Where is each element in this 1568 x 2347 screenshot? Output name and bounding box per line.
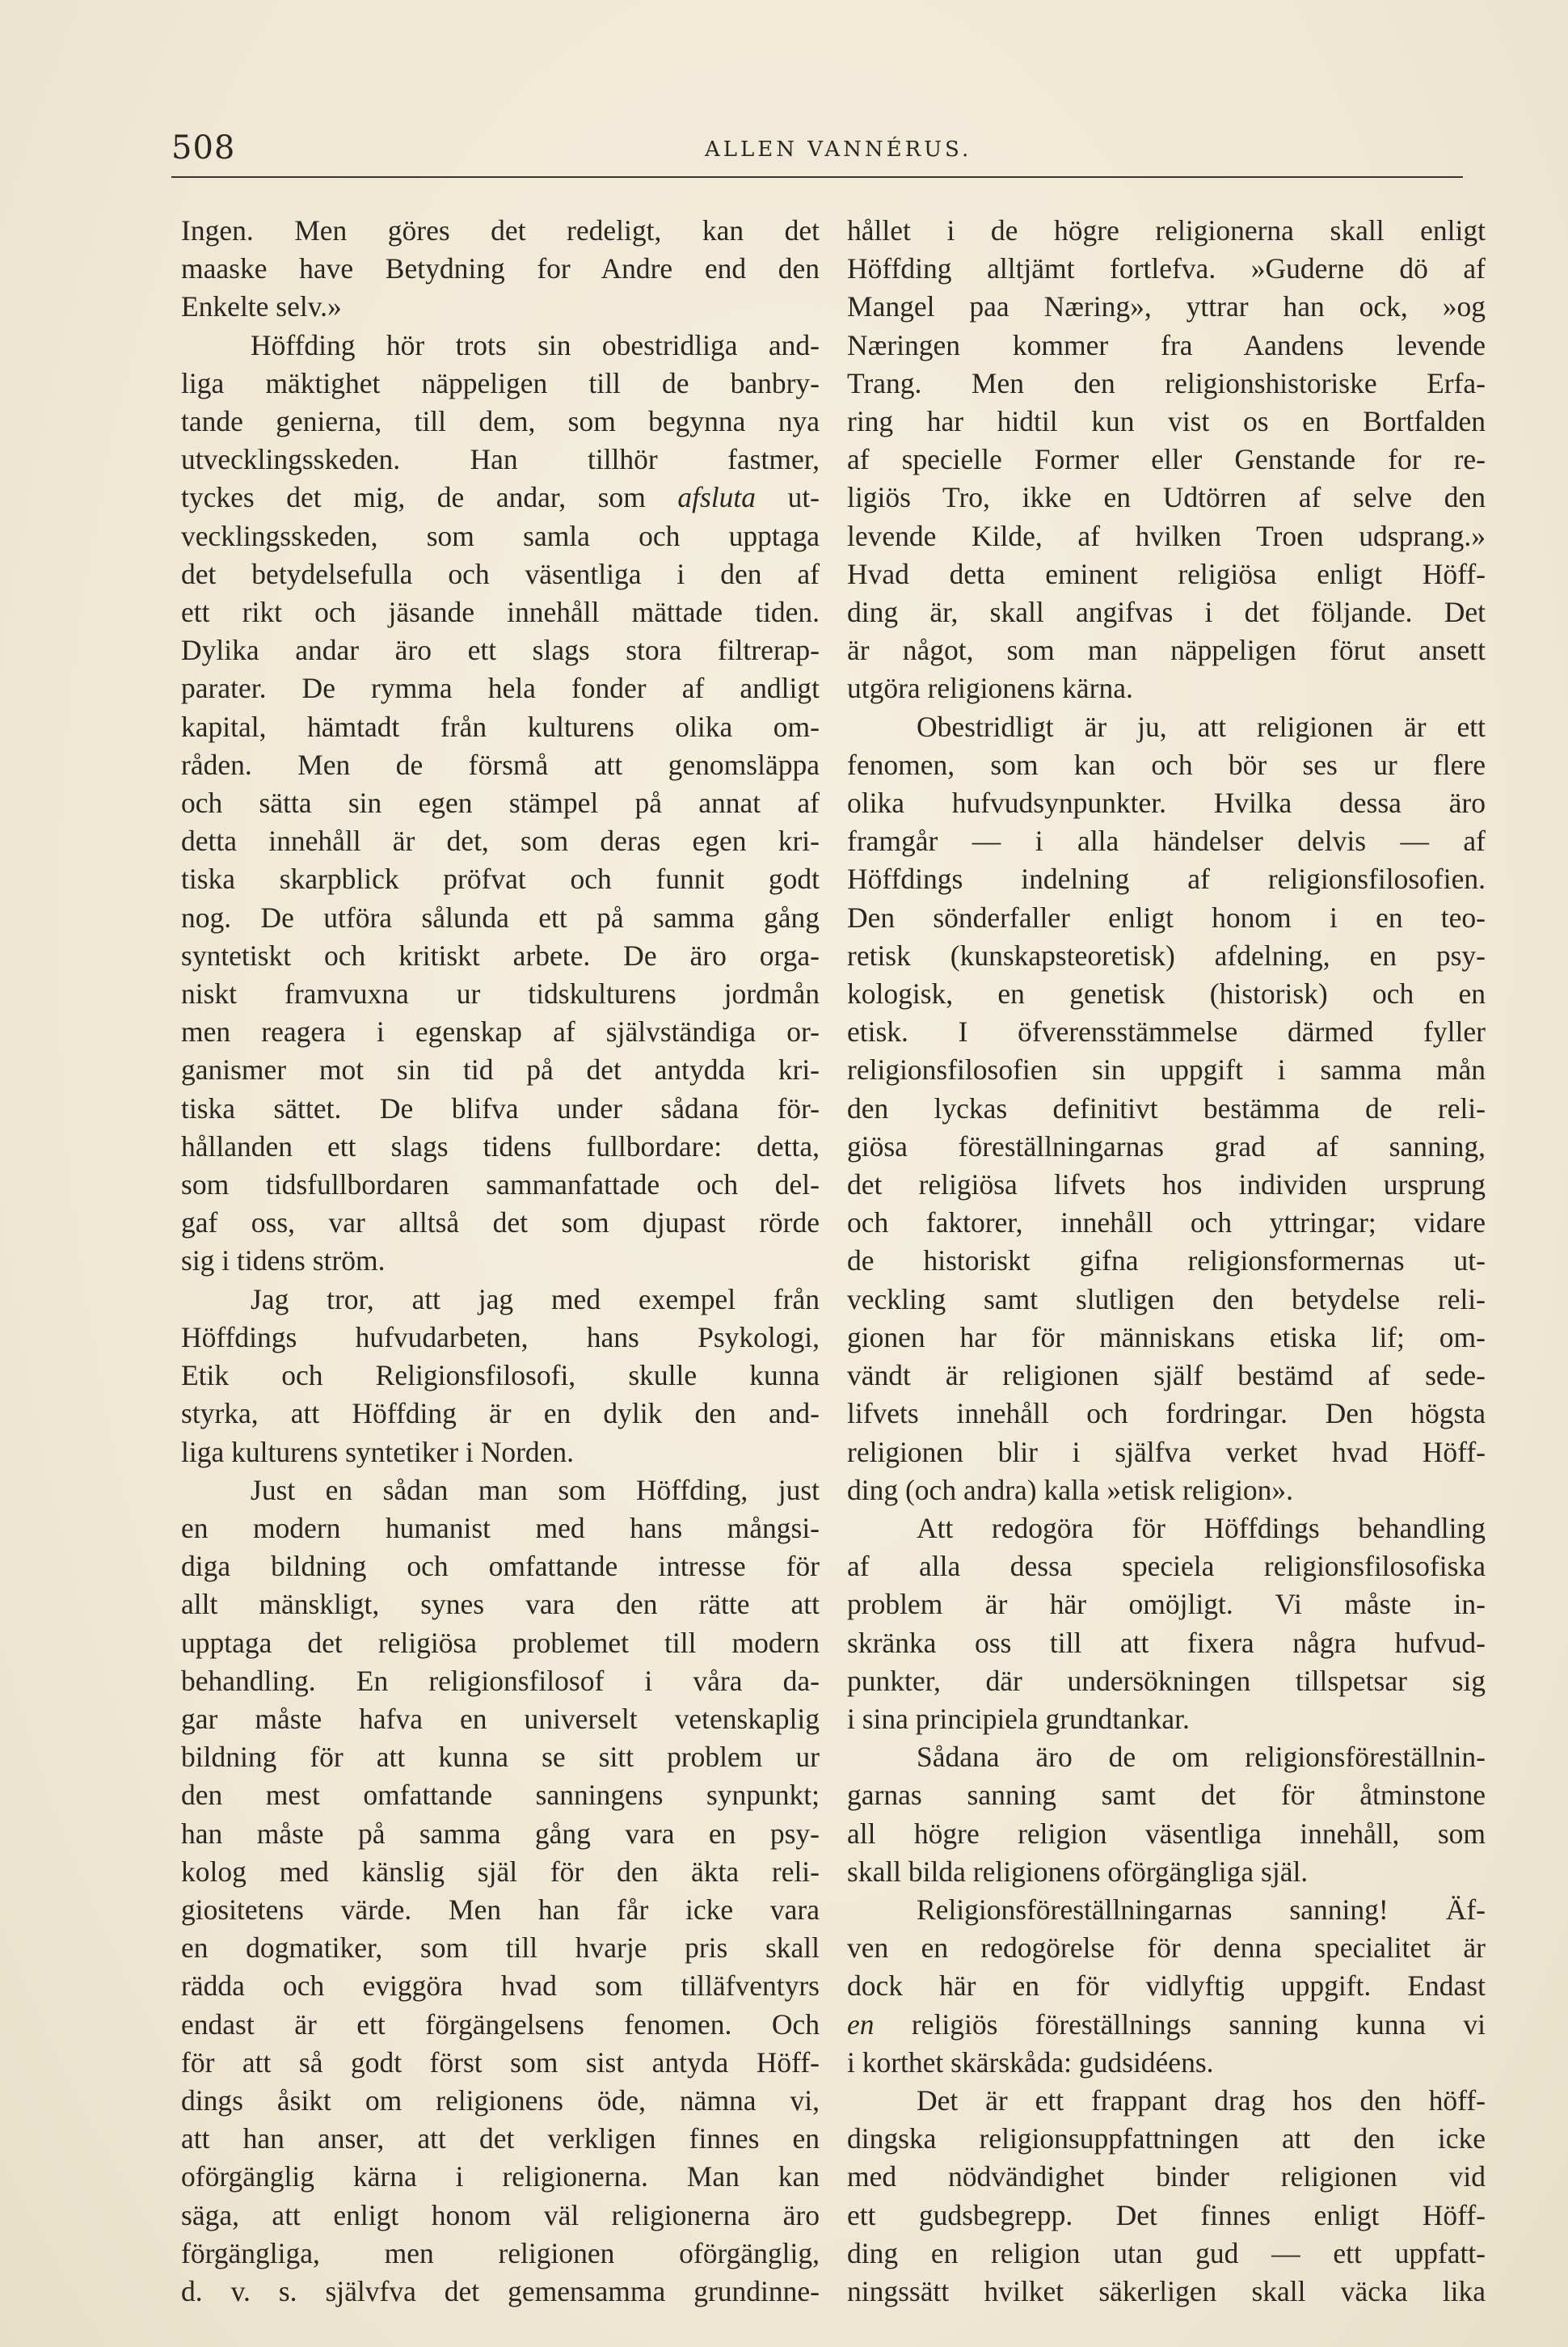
text-line: hållet i de högre religionerna skall enligt — [847, 214, 1486, 247]
text-line: olika hufvudsynpunkter. Hvilka dessa äro — [847, 787, 1486, 820]
text-line: ding är, skall angifvas i det följande. Det — [847, 596, 1486, 629]
text-line: Enkelte selv.» — [181, 290, 342, 323]
text-line: gionen har för människans etiska lif; om- — [847, 1320, 1486, 1353]
text-line: lifvets innehåll och fordringar. Den högsta — [847, 1397, 1486, 1430]
text-line: ett gudsbegrepp. Det finnes enligt Höff- — [847, 2198, 1486, 2231]
text-line: är något, som man näppeligen förut ansett — [847, 634, 1486, 667]
text-line: vändt är religionen själf bestämd af sede- — [847, 1359, 1486, 1392]
text-line: gar måste hafva en universelt vetenskaplig — [181, 1702, 820, 1735]
text-line: och sätta sin egen stämpel på annat af — [181, 787, 820, 820]
text-line: som tidsfullbordaren sammanfattade och del- — [181, 1168, 820, 1201]
text-line: veckling samt slutligen den betydelse reli- — [847, 1282, 1486, 1315]
text-line: Næringen kommer fra Aandens levende — [847, 328, 1486, 361]
text-line: levende Kilde, af hvilken Troen udsprang.» — [847, 519, 1486, 552]
text-line: detta innehåll är det, som deras egen kri- — [181, 825, 820, 858]
text-line: ven en redogörelse för denna specialitet är — [847, 1931, 1486, 1965]
text-line: allt mänskligt, synes vara den rätte att — [181, 1588, 820, 1621]
text-line: af specielle Former eller Genstande for re- — [847, 443, 1486, 476]
header-rule — [171, 176, 1463, 178]
text-line: utgöra religionens kärna. — [847, 672, 1133, 705]
text-line: tiska skarpblick pröfvat och funnit godt — [181, 863, 820, 896]
text-line: Obestridligt är ju, att religionen är ett — [917, 710, 1486, 743]
text-line: etisk. I öfverensstämmelse därmed fyller — [847, 1015, 1486, 1049]
text-line: Jag tror, att jag med exempel från — [251, 1282, 820, 1315]
text-line: diga bildning och omfattande intresse för — [181, 1550, 820, 1583]
text-line: men reagera i egenskap af självständiga or- — [181, 1015, 820, 1049]
text-line: giositetens värde. Men han får icke vara — [181, 1893, 820, 1926]
text-line: religionsfilosofien sin uppgift i samma mån — [847, 1053, 1486, 1087]
text-line: tande genierna, till dem, som begynna nya — [181, 405, 820, 438]
text-line: kapital, hämtadt från kulturens olika om- — [181, 710, 820, 743]
text-line: skall bilda religionens oförgängliga själ. — [847, 1855, 1309, 1888]
left-column — [181, 212, 820, 2311]
text-line: ring har hidtil kun vist os en Bortfalden — [847, 405, 1486, 438]
text-line: gaf oss, var alltså det som djupast rörde — [181, 1206, 820, 1239]
text-line: fenomen, som kan och bör ses ur flere — [847, 748, 1486, 781]
text-line: ningssätt hvilket säkerligen skall väcka lika — [847, 2274, 1486, 2307]
text-line: Sådana äro de om religionsföreställnin- — [917, 1741, 1486, 1774]
text-line: i korthet skärskåda: gudsidéens. — [847, 2045, 1214, 2079]
text-line: d. v. s. självfva det gemensamma grundinne- — [181, 2274, 820, 2307]
text-line: förgängliga, men religionen oförgänglig, — [181, 2236, 820, 2269]
emphasis: afsluta — [677, 481, 757, 514]
text-line: tyckes det mig, de andar, som afsluta ut- — [181, 481, 820, 514]
text-line: parater. De rymma hela fonder af andligt — [181, 672, 820, 705]
text-line: den mest omfattande sanningens synpunkt; — [181, 1779, 820, 1812]
text-line: Religionsföreställningarnas sanning! Äf- — [917, 1893, 1486, 1926]
text-line: liga mäktighet näppeligen till de banbry- — [181, 366, 820, 399]
text-line: giösa föreställningarnas grad af sanning, — [847, 1129, 1486, 1163]
text-line: med nödvändighet binder religionen vid — [847, 2160, 1486, 2193]
text-line: han måste på samma gång vara en psy- — [181, 1817, 820, 1850]
text-line: kologisk, en genetisk (historisk) och en — [847, 977, 1486, 1011]
text-line: framgår — i alla händelser delvis — af — [847, 825, 1486, 858]
text-line: niskt framvuxna ur tidskulturens jordmån — [181, 977, 820, 1011]
text-line: Höffding alltjämt fortlefva. »Guderne dö af — [847, 252, 1486, 285]
text-line: en religiös föreställnings sanning kunna vi — [847, 2007, 1486, 2041]
text-line: kolog med känslig själ för den äkta reli- — [181, 1855, 820, 1888]
text-line: endast är ett förgängelsens fenomen. Och — [181, 2007, 820, 2041]
page-header — [171, 129, 1465, 178]
text-line: ding en religion utan gud — ett uppfatt- — [847, 2236, 1486, 2269]
text-line: Höffdings hufvudarbeten, hans Psykologi, — [181, 1320, 820, 1353]
text-line: Dylika andar äro ett slags stora filtrerap- — [181, 634, 820, 667]
text-line: liga kulturens syntetiker i Norden. — [181, 1435, 575, 1468]
text-line: all högre religion väsentliga innehåll, som — [847, 1817, 1486, 1850]
text-line: rädda och eviggöra hvad som tilläfventyrs — [181, 1969, 820, 2003]
text-line: dings åsikt om religionens öde, nämna vi, — [181, 2083, 820, 2117]
text-line: problem är här omöjligt. Vi måste in- — [847, 1588, 1486, 1621]
text-line: maaske have Betydning for Andre end den — [181, 252, 820, 285]
text-line: Mangel paa Næring», yttrar han ock, »og — [847, 290, 1486, 323]
text-line: retisk (kunskapsteoretisk) afdelning, en psy- — [847, 939, 1486, 972]
text-line: tiska sättet. De blifva under sådana för- — [181, 1091, 820, 1125]
right-column — [847, 212, 1486, 2311]
text-line: för att så godt först som sist antyda Höff- — [181, 2045, 820, 2079]
text-line: sig i tidens ström. — [181, 1244, 386, 1277]
text-line: Höffding hör trots sin obestridliga and- — [251, 328, 820, 361]
running-head: ALLEN VANNÉRUS. — [705, 137, 972, 162]
text-line: de historiskt gifna religionsformernas ut- — [847, 1244, 1486, 1277]
text-line: punkter, där undersökningen tillspetsar sig — [847, 1664, 1486, 1697]
text-line: och faktorer, innehåll och yttringar; vidare — [847, 1206, 1486, 1239]
text-line: Trang. Men den religionshistoriske Erfa- — [847, 366, 1486, 399]
text-line: Den sönderfaller enligt honom i en teo- — [847, 901, 1486, 934]
text-line: garnas sanning samt det för åtminstone — [847, 1779, 1486, 1812]
text-line: det religiösa lifvets hos individen ursprung — [847, 1168, 1486, 1201]
text-line: det betydelsefulla och väsentliga i den af — [181, 557, 820, 590]
text-line: upptaga det religiösa problemet till modern — [181, 1626, 820, 1659]
text-line: säga, att enligt honom väl religionerna äro — [181, 2198, 820, 2231]
text-line: ligiös Tro, ikke en Udtörren af selve den — [847, 481, 1486, 514]
page-number: 508 — [171, 129, 236, 167]
text-line: styrka, att Höffding är en dylik den and- — [181, 1397, 820, 1430]
text-line: hållanden ett slags tidens fullbordare: detta, — [181, 1129, 820, 1163]
text-line: nog. De utföra sålunda ett på samma gång — [181, 901, 820, 934]
text-line: Ingen. Men göres det redeligt, kan det — [181, 214, 820, 247]
text-line: Hvad detta eminent religiösa enligt Höff- — [847, 557, 1486, 590]
text-line: syntetiskt och kritiskt arbete. De äro orga- — [181, 939, 820, 972]
text-line: ganismer mot sin tid på det antydda kri- — [181, 1053, 820, 1087]
text-line: råden. Men de försmå att genomsläppa — [181, 748, 820, 781]
text-line: Höffdings indelning af religionsfilosofien. — [847, 863, 1486, 896]
text-line: af alla dessa speciela religionsfilosofiska — [847, 1550, 1486, 1583]
text-line: Just en sådan man som Höffding, just — [251, 1473, 820, 1506]
text-line: Att redogöra för Höffdings behandling — [917, 1511, 1486, 1544]
emphasis: en — [847, 2007, 875, 2041]
text-line: utvecklingsskeden. Han tillhör fastmer, — [181, 443, 820, 476]
text-line: ett rikt och jäsande innehåll mättade tiden. — [181, 596, 820, 629]
text-line: vecklingsskeden, som samla och upptaga — [181, 519, 820, 552]
text-line: skränka oss till att fixera några hufvud- — [847, 1626, 1486, 1659]
text-line: bildning för att kunna se sitt problem ur — [181, 1741, 820, 1774]
text-line: religionen blir i själfva verket hvad Höff- — [847, 1435, 1486, 1468]
text-line: behandling. En religionsfilosof i våra da- — [181, 1664, 820, 1697]
text-line: i sina principiela grundtankar. — [847, 1702, 1190, 1735]
text-line: en dogmatiker, som till hvarje pris skall — [181, 1931, 820, 1965]
text-line: en modern humanist med hans mångsi- — [181, 1511, 820, 1544]
text-line: Etik och Religionsfilosofi, skulle kunna — [181, 1359, 820, 1392]
text-line: Det är ett frappant drag hos den höff- — [917, 2083, 1486, 2117]
text-line: oförgänglig kärna i religionerna. Man kan — [181, 2160, 820, 2193]
text-line: dock här en för vidlyftig uppgift. Endast — [847, 1969, 1486, 2003]
text-line: dingska religionsuppfattningen att den icke — [847, 2122, 1486, 2155]
text-line: ding (och andra) kalla »etisk religion». — [847, 1473, 1294, 1506]
text-line: den lyckas definitivt bestämma de reli- — [847, 1091, 1486, 1125]
text-line: att han anser, att det verkligen finnes en — [181, 2122, 820, 2155]
